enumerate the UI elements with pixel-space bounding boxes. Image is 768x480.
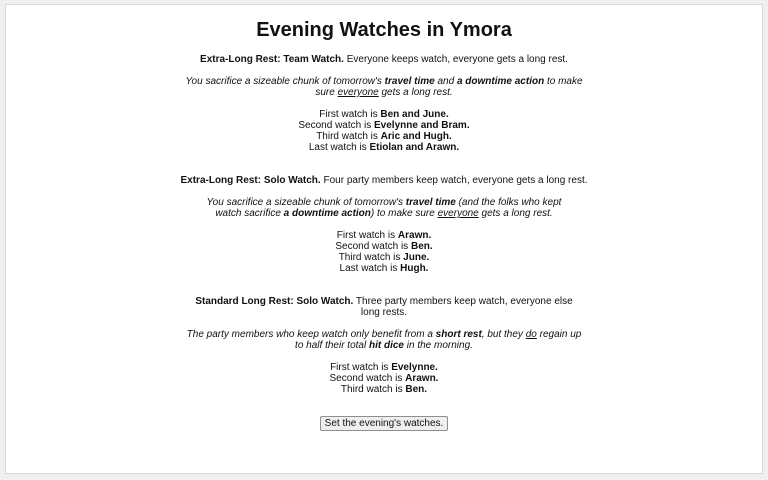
note-text: and <box>434 76 457 87</box>
watch-item <box>184 230 584 241</box>
set-watches-button[interactable]: Set the evening's watches. <box>320 416 449 431</box>
watch-item <box>184 131 584 142</box>
watch-label: First watch is <box>336 230 398 241</box>
note-text: to make sure <box>315 76 583 98</box>
note-emphasis: a downtime action <box>283 208 371 219</box>
note-text: in the morning. <box>404 340 473 351</box>
section-team-watch <box>184 54 584 153</box>
watch-label: Last watch is <box>308 142 370 153</box>
watch-item <box>184 373 584 384</box>
watch-label: Second watch is <box>298 120 374 131</box>
note-text: You sacrifice a sizeable chunk of tomorrow's <box>206 197 406 208</box>
watch-item <box>184 120 584 131</box>
watch-item <box>184 241 584 252</box>
watch-label: First watch is <box>330 362 392 373</box>
note-text: gets a long rest. <box>378 87 453 98</box>
section-standard-watch <box>184 296 584 395</box>
note-text: regain up to half their total <box>295 329 582 351</box>
watch-assignee: Arawn. <box>397 230 432 241</box>
watch-label: Second watch is <box>335 241 411 252</box>
page-title: Evening Watches in Ymora <box>256 19 512 41</box>
section-summary-text: Four party members keep watch, everyone gets a long rest. <box>320 175 588 186</box>
watch-assignee: Ben and June. <box>380 109 449 120</box>
note-underline: do <box>525 329 537 340</box>
watch-label: Last watch is <box>339 263 401 274</box>
section-note <box>184 329 584 351</box>
section-summary-text: Everyone keeps watch, everyone gets a long rest. <box>343 54 568 65</box>
watch-label: Third watch is <box>338 252 404 263</box>
watch-label: Third watch is <box>316 131 381 142</box>
watch-item <box>184 252 584 263</box>
note-text: , but they <box>481 329 526 340</box>
watch-label: First watch is <box>319 109 381 120</box>
section-heading: Extra-Long Rest: Team Watch. <box>200 54 344 65</box>
watch-assignee: Ben. <box>410 241 433 252</box>
section-summary <box>184 54 584 65</box>
section-heading: Extra-Long Rest: Solo Watch. <box>180 175 321 186</box>
section-solo-watch <box>180 175 588 274</box>
watch-assignee: Aric and Hugh. <box>380 131 452 142</box>
watch-assignee: Evelynne. <box>391 362 438 373</box>
watch-assignee: Ben. <box>405 384 428 395</box>
watch-item <box>184 384 584 395</box>
note-text: The party members who keep watch only benefit from a <box>186 329 436 340</box>
watch-item <box>184 362 584 373</box>
watch-list <box>184 230 584 274</box>
note-emphasis: hit dice <box>368 340 404 351</box>
watch-assignee: Evelynne and Bram. <box>374 120 470 131</box>
section-heading: Standard Long Rest: Solo Watch. <box>195 296 354 307</box>
note-text: (and the folks who kept watch sacrifice <box>215 197 562 219</box>
watch-assignee: Arawn. <box>405 373 439 384</box>
section-note <box>184 197 584 219</box>
watch-list <box>184 109 584 153</box>
watch-label: Third watch is <box>340 384 406 395</box>
note-underline: everyone <box>437 208 479 219</box>
watch-assignee: Hugh. <box>400 263 429 274</box>
watch-assignee: June. <box>403 252 430 263</box>
note-text: ) to make sure <box>370 208 438 219</box>
section-summary-text: Three party members keep watch, everyone else long rests. <box>353 296 573 318</box>
note-text: You sacrifice a sizeable chunk of tomorrow's <box>185 76 385 87</box>
note-emphasis: travel time <box>405 197 456 208</box>
watch-assignee: Etiolan and Arawn. <box>369 142 460 153</box>
watch-label: Second watch is <box>329 373 406 384</box>
note-emphasis: travel time <box>384 76 435 87</box>
watch-item <box>184 109 584 120</box>
section-summary <box>184 296 584 318</box>
watch-item <box>184 142 584 153</box>
main-content <box>180 18 588 431</box>
note-emphasis: short rest <box>435 329 482 340</box>
note-underline: everyone <box>337 87 379 98</box>
section-note <box>184 76 584 98</box>
section-summary <box>176 175 592 186</box>
actions <box>184 416 584 431</box>
watch-list <box>184 362 584 395</box>
watch-item <box>184 263 584 274</box>
note-text: gets a long rest. <box>478 208 553 219</box>
page-panel <box>5 4 763 474</box>
note-emphasis: a downtime action <box>456 76 545 87</box>
